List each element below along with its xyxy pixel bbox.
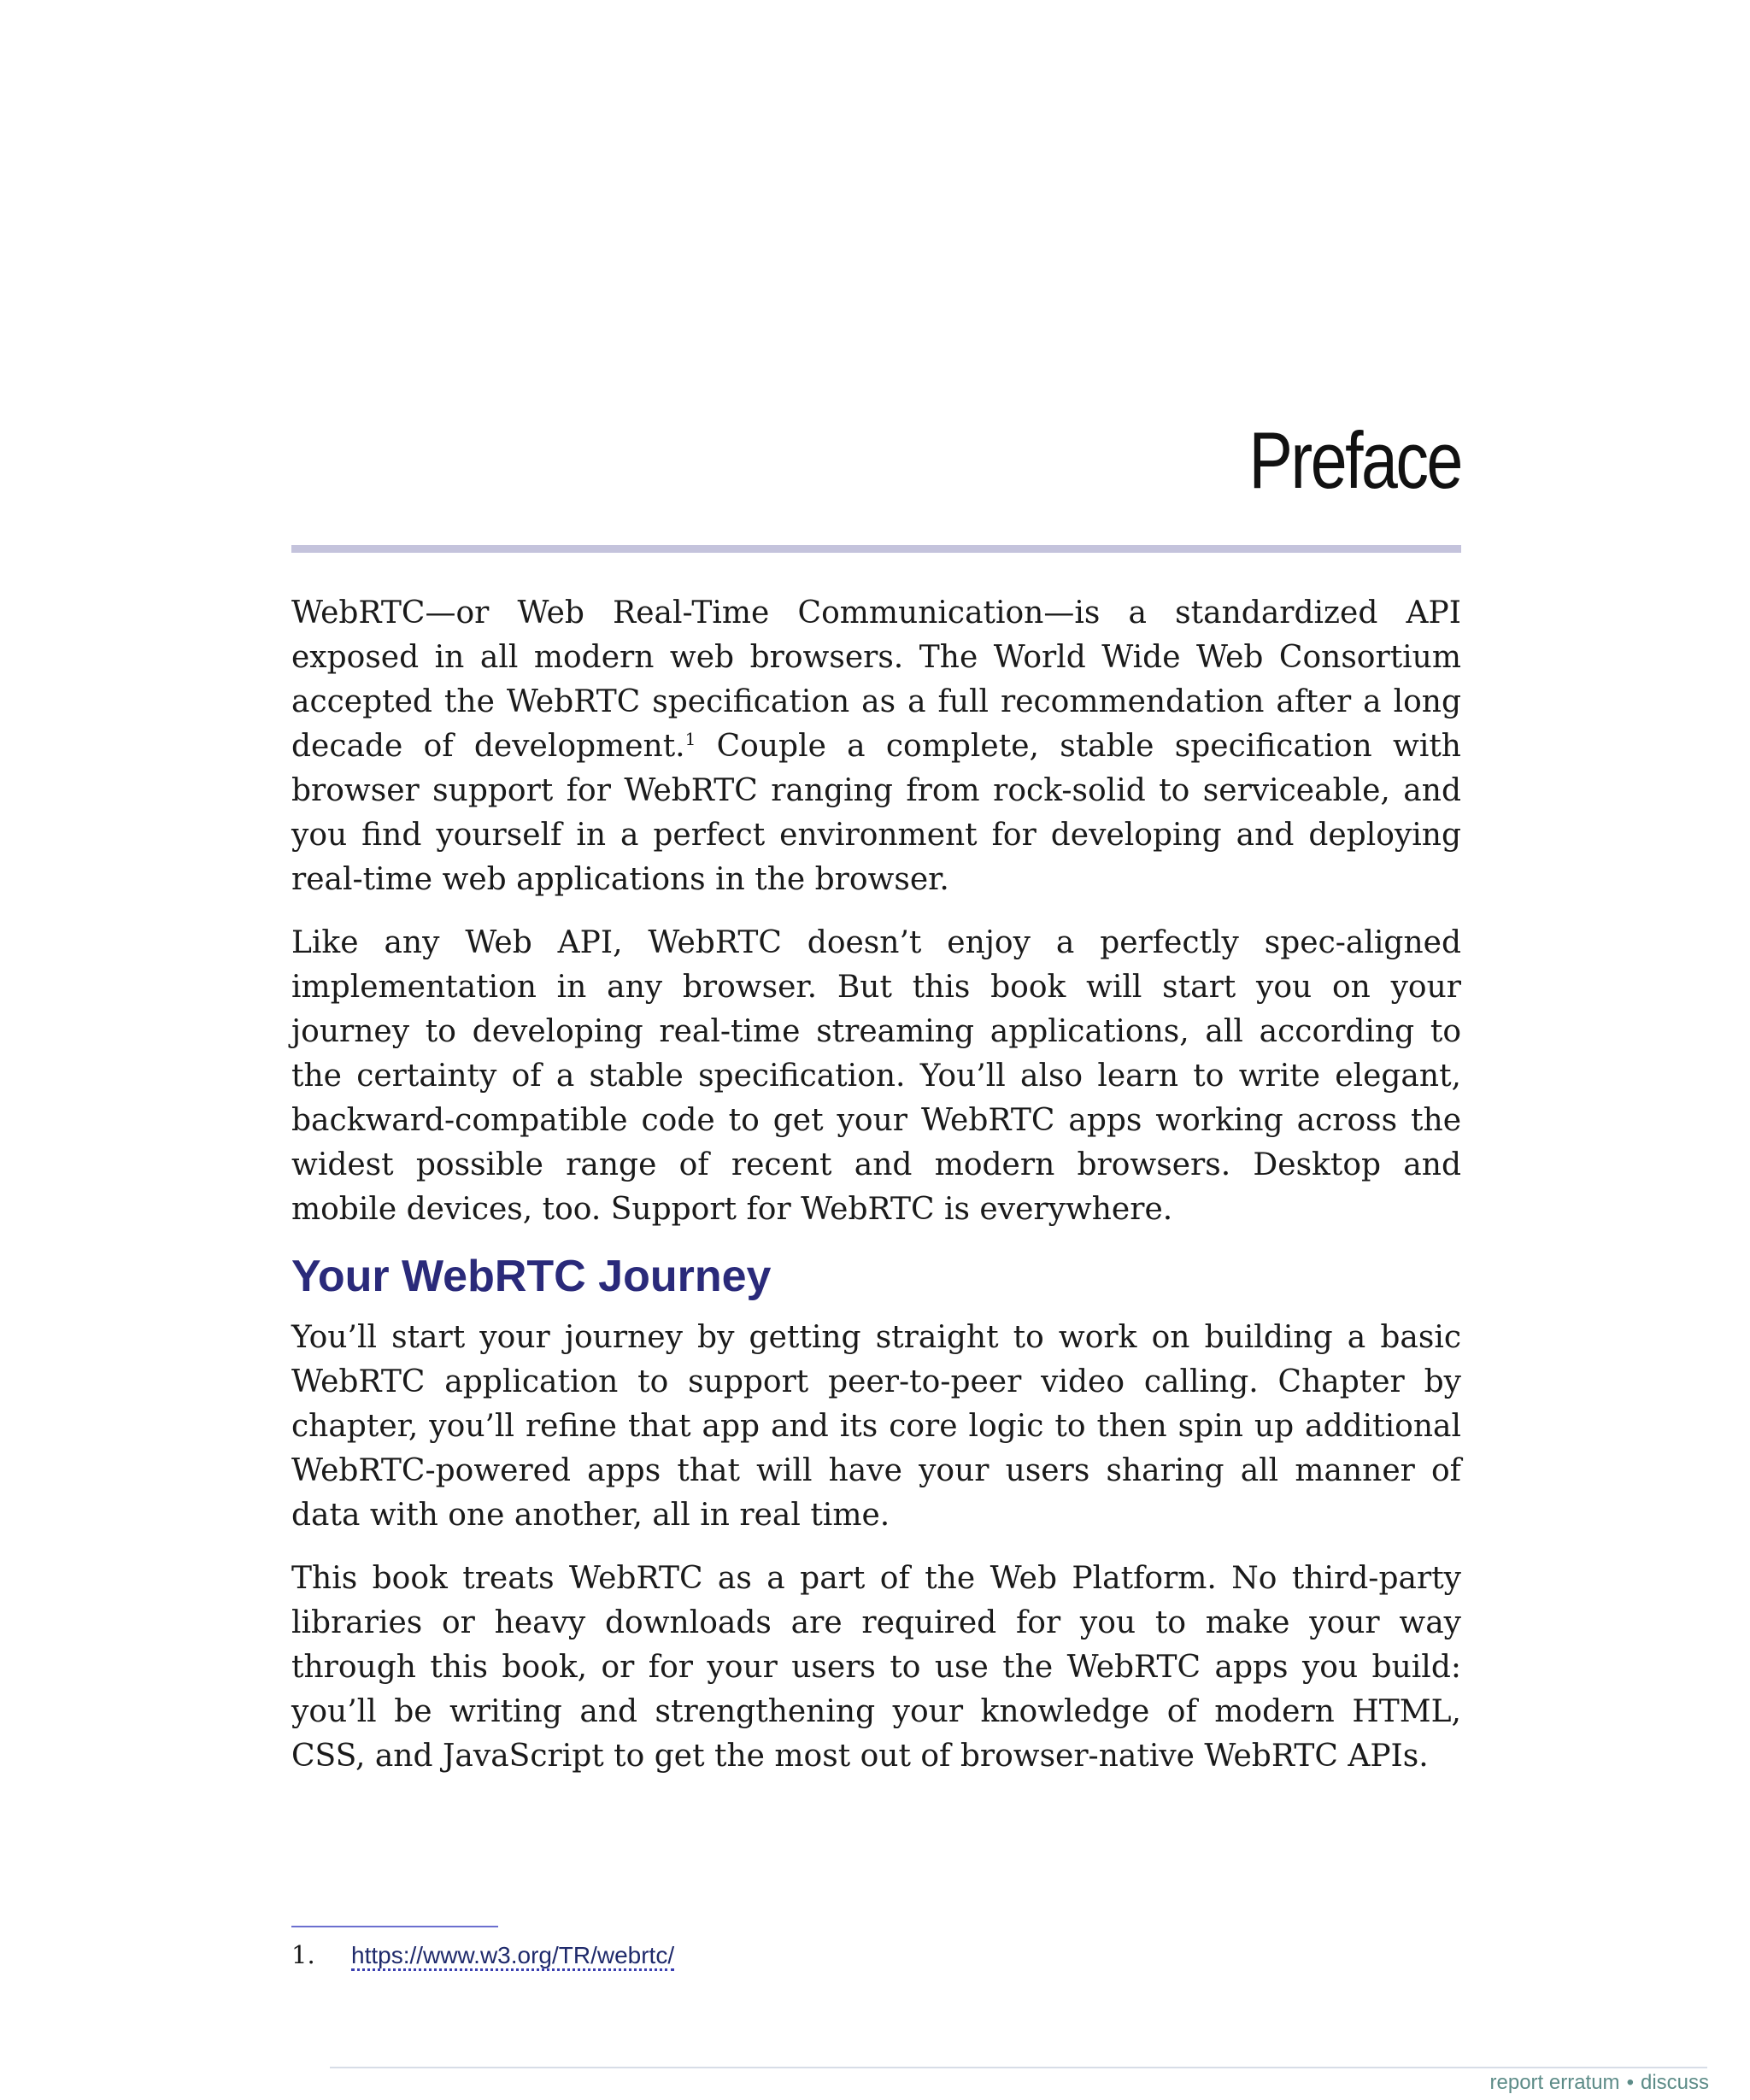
- paragraph-3: You’ll start your journey by getting straight to work on building a basic WebRTC application to support peer-to-peer video calling. Chapter by chapter, you’ll refine that app and its core logic to then spin up additional WebRTC-powered apps that will have your users sharing all manner of data with one another, all in real time.: [291, 1320, 1461, 1533]
- report-erratum-link[interactable]: report erratum: [1489, 2071, 1620, 2094]
- paragraph-4: This book treats WebRTC as a part of the Web Platform. No third-party libraries or heavy downloads are required for you to make your way through this book, or for your users to use the WebRTC apps you build: you’ll be writing and strengthening your knowledge of modern HTML, CSS, and JavaScript to get the most out of browser-native WebRTC APIs.: [291, 1561, 1461, 1774]
- title-rule: [291, 545, 1461, 553]
- paragraph-1: [291, 591, 1461, 902]
- footnote-number: 1.: [291, 1940, 315, 1969]
- footer-rule: [330, 2067, 1707, 2068]
- footnote: [291, 1938, 674, 1973]
- section-heading: Your WebRTC Journey: [291, 1252, 772, 1301]
- paragraph-1-text-b: Couple a complete, stable specification with browser support for WebRTC ranging from rock-solid to serviceable, and you find yourself in a perfect environment for developing and deploying real-time web applications in the browser.: [291, 729, 1461, 897]
- footnote-rule: [291, 1926, 498, 1927]
- paragraph-1-text-a: WebRTC—or Web Real-Time Communication—is a standardized API exposed in all modern web browsers. The World Wide Web Consortium accepted the WebRTC specification as a full recommendation after a long decade of development.: [291, 595, 1461, 764]
- discuss-link[interactable]: discuss: [1640, 2071, 1709, 2094]
- footer-separator: •: [1626, 2071, 1634, 2094]
- chapter-body: [291, 591, 1461, 1798]
- footnote-reference[interactable]: 1: [684, 729, 696, 749]
- footnote-link[interactable]: https://www.w3.org/TR/webrtc/: [351, 1942, 674, 1971]
- paragraph-2: Like any Web API, WebRTC doesn’t enjoy a perfectly spec-aligned implementation in any browser. But this book will start you on your journey to developing real-time streaming applications, all according to the certainty of a stable specification. You’ll also learn to write elegant, backward-compatible code to get your WebRTC apps working across the widest possible range of recent and modern browsers. Desktop and mobile devices, too. Support for WebRTC is everywhere.: [291, 925, 1461, 1227]
- chapter-title: Preface: [1248, 415, 1461, 505]
- page-footer: [1490, 2071, 1710, 2095]
